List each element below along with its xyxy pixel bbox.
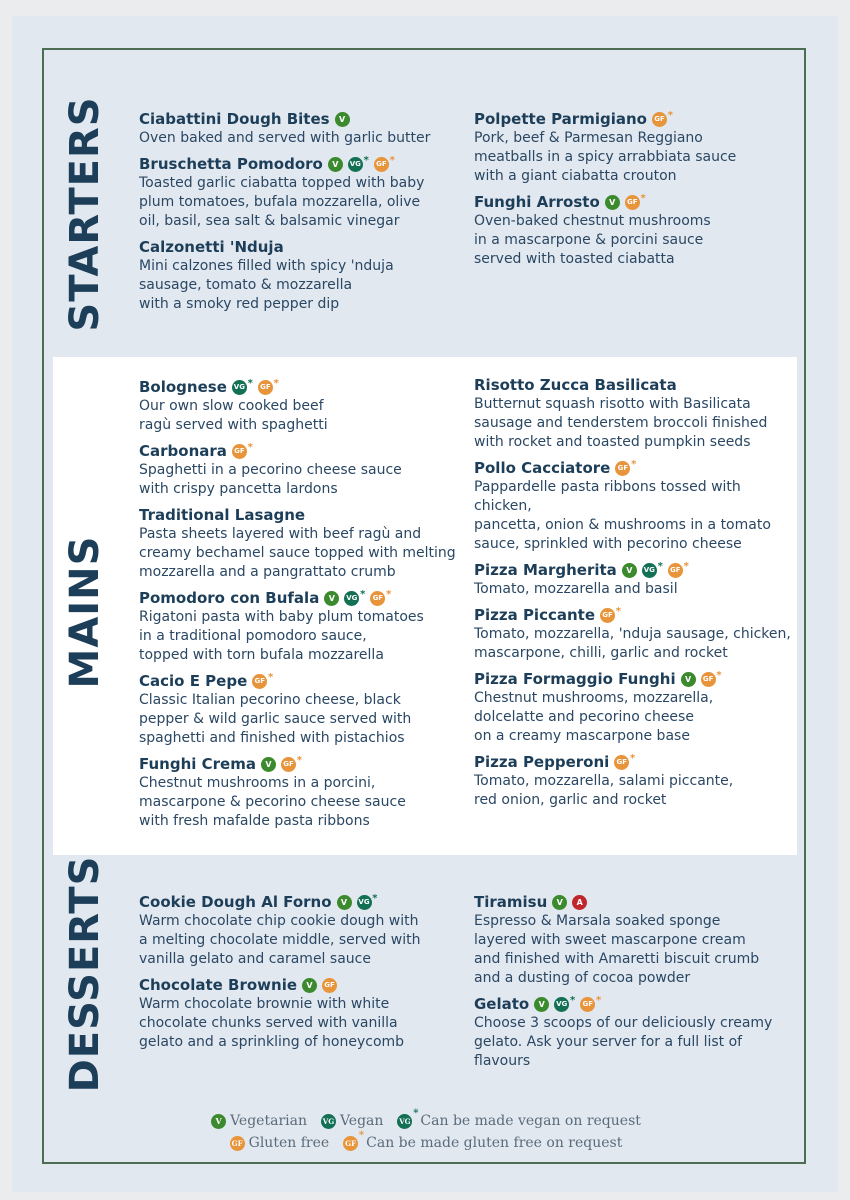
vegetarian-icon: V	[211, 1114, 226, 1129]
vegetarian-icon: V	[605, 195, 620, 210]
menu-item-description: Oven-baked chestnut mushrooms	[474, 213, 711, 229]
desserts-left-column	[139, 893, 459, 1059]
menu-item	[474, 561, 794, 599]
menu-item-name: Chocolate Brownie	[139, 976, 298, 994]
menu-item-name: Tiramisu	[474, 893, 548, 911]
menu-item-description: vanilla gelato and caramel sauce	[139, 951, 371, 967]
menu-item-description: with a smoky red pepper dip	[139, 296, 340, 312]
menu-item-description: Butternut squash risotto with Basilicata	[474, 396, 751, 412]
menu-item-name: Risotto Zucca Basilicata	[474, 376, 677, 394]
gluten-free-request-icon: GF *	[343, 1136, 358, 1151]
gf-request-icon: GF *	[374, 157, 389, 172]
menu-item	[139, 238, 459, 314]
menu-item-description: Pasta sheets layered with beef ragù and	[139, 526, 422, 542]
menu-item-description: Pappardelle pasta ribbons tossed with chicken,	[474, 479, 741, 514]
menu-item-description: with a giant ciabatta crouton	[474, 168, 677, 184]
gf-request-icon: GF *	[258, 380, 273, 395]
menu-item-header	[139, 378, 459, 397]
vegan-icon: VG	[321, 1114, 336, 1129]
menu-item-description: Toasted garlic ciabatta topped with baby	[139, 175, 425, 191]
menu-item-name: Cookie Dough Al Forno	[139, 893, 332, 911]
menu-item-header	[474, 753, 794, 772]
menu-item-description: with rocket and toasted pumpkin seeds	[474, 434, 751, 450]
starters-left-column	[139, 110, 459, 321]
legend-row-vegan	[0, 1107, 850, 1132]
legend-vegan-label: Vegan	[339, 1113, 384, 1129]
menu-item-description: Oven baked and served with garlic butter	[139, 130, 431, 146]
legend-vegan-request-label: Can be made vegan on request	[420, 1113, 641, 1129]
menu-item-name: Cacio E Pepe	[139, 672, 248, 690]
menu-item-description: and finished with Amaretti biscuit crumb	[474, 951, 760, 967]
gf-request-icon: GF *	[652, 112, 667, 127]
menu-item	[139, 506, 459, 582]
vegetarian-icon: V	[552, 895, 567, 910]
menu-item	[474, 995, 794, 1071]
menu-item-name: Calzonetti 'Nduja	[139, 238, 284, 256]
menu-item-name: Carbonara	[139, 442, 227, 460]
gf-request-icon: GF *	[232, 444, 247, 459]
legend-row-gluten	[0, 1129, 850, 1154]
menu-item-description: sausage and tenderstem broccoli finished	[474, 415, 768, 431]
menu-item	[474, 606, 794, 663]
menu-item-description: creamy bechamel sauce topped with melting	[139, 545, 456, 561]
gf-request-icon: GF *	[615, 461, 630, 476]
menu-item-header	[474, 561, 794, 580]
vg-request-icon: VG *	[357, 895, 372, 910]
menu-item-description: on a creamy mascarpone base	[474, 728, 690, 744]
section-title-mains: MAINS	[62, 535, 108, 689]
menu-item-description: Our own slow cooked beef	[139, 398, 324, 414]
desserts-right-column	[474, 893, 794, 1078]
menu-item-description: topped with torn bufala mozzarella	[139, 647, 384, 663]
menu-item-header	[474, 670, 794, 689]
menu-item	[139, 155, 459, 231]
menu-item-header	[474, 459, 794, 478]
menu-item	[474, 893, 794, 988]
menu-item-header	[139, 442, 459, 461]
gf-request-icon: GF *	[370, 591, 385, 606]
menu-item	[139, 589, 459, 665]
menu-item-description: Tomato, mozzarella and basil	[474, 581, 678, 597]
vegetarian-icon: V	[622, 563, 637, 578]
menu-item	[139, 442, 459, 499]
gf-request-icon: GF *	[580, 997, 595, 1012]
menu-item-name: Funghi Arrosto	[474, 193, 600, 211]
menu-item-description: Warm chocolate brownie with white	[139, 996, 390, 1012]
vg-request-icon: VG *	[232, 380, 247, 395]
menu-item-name: Gelato	[474, 995, 530, 1013]
menu-item-description: spaghetti and finished with pistachios	[139, 730, 405, 746]
menu-item-description: dolcelatte and pecorino cheese	[474, 709, 694, 725]
menu-item-name: Polpette Parmigiano	[474, 110, 647, 128]
menu-item	[139, 110, 459, 148]
legend-gluten-free-request-label: Can be made gluten free on request	[366, 1135, 623, 1151]
menu-item	[474, 459, 794, 554]
legend-vegan-request	[395, 1107, 641, 1129]
vegetarian-icon: V	[681, 672, 696, 687]
menu-item-description: Tomato, mozzarella, salami piccante,	[474, 773, 734, 789]
menu-item-name: Pizza Piccante	[474, 606, 596, 624]
menu-item-name: Pizza Formaggio Funghi	[474, 670, 676, 688]
menu-item-description: Classic Italian pecorino cheese, black	[139, 692, 401, 708]
vg-request-icon: VG *	[642, 563, 657, 578]
gluten-free-icon: GF	[322, 978, 337, 993]
menu-item-description: ragù served with spaghetti	[139, 417, 328, 433]
gf-request-icon: GF *	[252, 674, 267, 689]
menu-item-header	[139, 755, 459, 774]
legend-gluten-free-label: Gluten free	[248, 1135, 330, 1151]
menu-item	[139, 378, 459, 435]
menu-item-description: Mini calzones filled with spicy 'nduja	[139, 258, 394, 274]
menu-item-name: Pomodoro con Bufala	[139, 589, 320, 607]
starters-right-column	[474, 110, 804, 276]
menu-item-description: with crispy pancetta lardons	[139, 481, 338, 497]
menu-item-description: mascarpone & pecorino cheese sauce	[139, 794, 406, 810]
menu-item-description: Espresso & Marsala soaked sponge	[474, 913, 721, 929]
menu-item-description: Rigatoni pasta with baby plum tomatoes	[139, 609, 424, 625]
menu-item-header	[139, 893, 459, 912]
menu-item-description: sauce, sprinkled with pecorino cheese	[474, 536, 742, 552]
menu-item	[139, 672, 459, 748]
menu-item-description: a melting chocolate middle, served with	[139, 932, 421, 948]
menu-item	[139, 976, 459, 1052]
menu-item	[474, 376, 794, 452]
alcohol-icon: A	[572, 895, 587, 910]
menu-item-description: meatballs in a spicy arrabbiata sauce	[474, 149, 737, 165]
gf-request-icon: GF *	[614, 755, 629, 770]
legend-vegetarian	[209, 1113, 307, 1129]
dietary-legend	[0, 1107, 850, 1154]
menu-item-description: sausage, tomato & mozzarella	[139, 277, 353, 293]
menu-item-header	[139, 589, 459, 608]
menu-item-name: Pollo Cacciatore	[474, 459, 611, 477]
menu-item	[474, 753, 794, 810]
gf-request-icon: GF *	[701, 672, 716, 687]
gf-request-icon: GF *	[281, 757, 296, 772]
menu-item-description: served with toasted ciabatta	[474, 251, 675, 267]
menu-item-description: Spaghetti in a pecorino cheese sauce	[139, 462, 402, 478]
gf-request-icon: GF *	[668, 563, 683, 578]
menu-item-header	[474, 606, 794, 625]
menu-item-description: gelato and a sprinkling of honeycomb	[139, 1034, 405, 1050]
legend-gluten-free-request	[341, 1129, 623, 1151]
legend-vegan	[319, 1113, 383, 1129]
menu-item-name: Pizza Margherita	[474, 561, 617, 579]
menu-item-name: Traditional Lasagne	[139, 506, 306, 524]
menu-item-description: plum tomatoes, bufala mozzarella, olive	[139, 194, 421, 210]
menu-item-header	[139, 110, 459, 129]
menu-item	[474, 110, 804, 186]
vg-request-icon: VG *	[554, 997, 569, 1012]
menu-item-header	[139, 506, 459, 525]
vg-request-icon: VG *	[344, 591, 359, 606]
menu-item	[474, 193, 804, 269]
menu-item-description: mascarpone, chilli, garlic and rocket	[474, 645, 728, 661]
menu-item-description: Chestnut mushrooms, mozzarella,	[474, 690, 714, 706]
menu-item-description: Pork, beef & Parmesan Reggiano	[474, 130, 703, 146]
vg-request-icon: VG *	[348, 157, 363, 172]
menu-item-description: layered with sweet mascarpone cream	[474, 932, 746, 948]
vegetarian-icon: V	[335, 112, 350, 127]
vegetarian-icon: V	[261, 757, 276, 772]
vegan-request-icon: VG *	[397, 1114, 412, 1129]
menu-item-description: chocolate chunks served with vanilla	[139, 1015, 398, 1031]
menu-item	[139, 755, 459, 831]
menu-item-name: Pizza Pepperoni	[474, 753, 610, 771]
menu-item-header	[474, 995, 794, 1014]
vegetarian-icon: V	[534, 997, 549, 1012]
menu-item-description: in a traditional pomodoro sauce,	[139, 628, 367, 644]
menu-item-header	[474, 110, 804, 129]
vegetarian-icon: V	[328, 157, 343, 172]
menu-item-description: pepper & wild garlic sauce served with	[139, 711, 412, 727]
menu-item-name: Bruschetta Pomodoro	[139, 155, 323, 173]
menu-item-description: Choose 3 scoops of our deliciously creamy	[474, 1015, 773, 1031]
menu-item-description: red onion, garlic and rocket	[474, 792, 667, 808]
menu-item	[139, 893, 459, 969]
menu-item-header	[474, 893, 794, 912]
menu-item-description: gelato. Ask your server for a full list of flavours	[474, 1034, 743, 1069]
menu-item-header	[139, 672, 459, 691]
menu-item-description: pancetta, onion & mushrooms in a tomato	[474, 517, 771, 533]
mains-right-column	[474, 376, 794, 817]
gluten-free-icon: GF	[230, 1136, 245, 1151]
menu-item-header	[474, 193, 804, 212]
menu-item-name: Ciabattini Dough Bites	[139, 110, 330, 128]
section-title-desserts: DESSERTS	[62, 855, 108, 1093]
menu-item-description: Chestnut mushrooms in a porcini,	[139, 775, 376, 791]
menu-item-header	[139, 155, 459, 174]
menu-item-header	[474, 376, 794, 395]
mains-left-column	[139, 378, 459, 838]
menu-item-description: Warm chocolate chip cookie dough with	[139, 913, 419, 929]
menu-item-name: Funghi Crema	[139, 755, 256, 773]
vegetarian-icon: V	[302, 978, 317, 993]
menu-item-name: Bolognese	[139, 378, 227, 396]
menu-item	[474, 670, 794, 746]
menu-item-header	[139, 238, 459, 257]
menu-item-description: and a dusting of cocoa powder	[474, 970, 691, 986]
gf-request-icon: GF *	[600, 608, 615, 623]
menu-item-description: Tomato, mozzarella, 'nduja sausage, chicken,	[474, 626, 791, 642]
menu-item-description: oil, basil, sea salt & balsamic vinegar	[139, 213, 400, 229]
vegetarian-icon: V	[337, 895, 352, 910]
menu-item-header	[139, 976, 459, 995]
menu-item-description: mozzarella and a pangrattato crumb	[139, 564, 396, 580]
gf-request-icon: GF *	[625, 195, 640, 210]
menu-item-description: in a mascarpone & porcini sauce	[474, 232, 704, 248]
legend-vegetarian-label: Vegetarian	[230, 1113, 307, 1129]
menu-item-description: with fresh mafalde pasta ribbons	[139, 813, 370, 829]
section-title-starters: STARTERS	[62, 96, 108, 332]
vegetarian-icon: V	[324, 591, 339, 606]
legend-gluten-free	[228, 1135, 330, 1151]
